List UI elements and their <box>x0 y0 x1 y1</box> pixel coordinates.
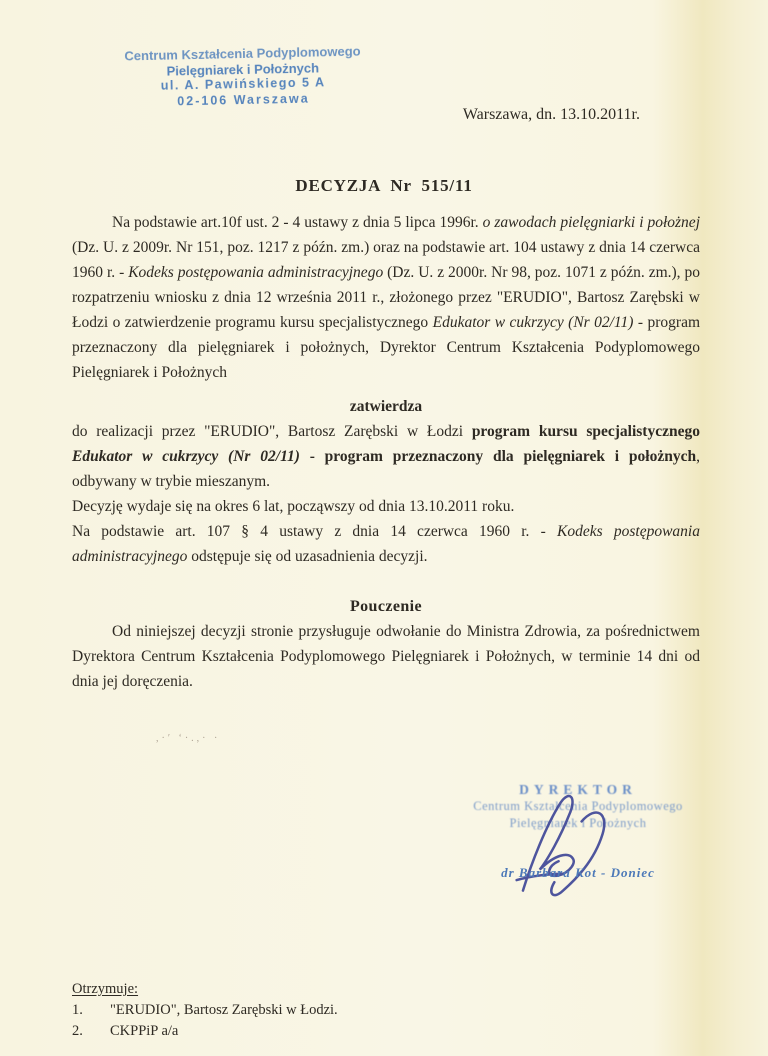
heading-zatwierdza: zatwierdza <box>349 398 423 415</box>
signature-org-line1: Centrum Kształcenia Podyplomowego <box>473 799 683 813</box>
date-line: Warszawa, dn. 13.10.2011r. <box>462 106 640 123</box>
recipient-number: 1. <box>72 1002 83 1018</box>
sender-stamp-org-line1: Centrum Kształcenia Podyplomowego <box>124 43 361 64</box>
sender-stamp-org-line2: Pielęgniarek i Położnych <box>166 59 320 79</box>
recipient-text: "ERUDIO", Bartosz Zarębski w Łodzi. <box>110 1002 338 1018</box>
paragraph-approval: do realizacji przez "ERUDIO", Bartosz Zarębski w Łodzi program kursu specjalistycznego Edukator w cukrzycy (Nr 02/11) - program przeznaczony dla pielęgniarek i położnych, odbywany w trybie mieszanym. <box>72 423 700 490</box>
paragraph-appeal: Od niniejszej decyzji stronie przysługuje odwołanie do Ministra Zdrowia, za pośrednictwem Dyrektora Centrum Kształcenia Podyplomowego Pielęgniarek i Położnych, w terminie 14 dni od dnia jej doręczenia. <box>72 623 700 690</box>
decision-body <box>72 210 700 694</box>
recipients-section <box>72 979 338 1042</box>
signature-block <box>428 782 728 881</box>
paragraph-legal-basis: Na podstawie art.10f ust. 2 - 4 ustawy z dnia 5 lipca 1996r. o zawodach pielęgniarki i położnej (Dz. U. z 2009r. Nr 151, poz. 1217 z późn. zm.) oraz na podstawie art. 104 ustawy z dnia 14 czerwca 1960 r. - Kodeks postępowania administracyjnego (Dz. U. z 2000r. Nr 98, poz. 1071 z późn. zm.), po rozpatrzeniu wniosku z dnia 12 września 2011 r., złożonego przez "ERUDIO", Bartosz Zarębski w Łodzi o zatwierdzenie programu kursu specjalistycznego Edukator w cukrzycy (Nr 02/11) - program przeznaczony dla pielęgniarek i położnych, Dyrektor Centrum Kształcenia Podyplomowego Pielęgniarek i Położnych <box>72 214 700 381</box>
heading-pouczenie: Pouczenie <box>349 598 423 615</box>
sender-stamp-street: ul. A. Pawińskiego 5 A <box>160 75 326 93</box>
pencil-marks: ,·ʹ ʻ·.,· · <box>156 733 221 744</box>
signature-org-line2: Pielęgniarek i Położnych <box>509 815 647 830</box>
signature-role: DYREKTOR <box>519 782 637 797</box>
sender-stamp-city: 02-106 Warszawa <box>177 91 310 108</box>
recipient-item <box>72 1000 338 1021</box>
decision-title: DECYZJA Nr 515/11 <box>295 176 473 195</box>
paragraph-justification-waiver: Na podstawie art. 107 § 4 ustawy z dnia 14 czerwca 1960 r. - Kodeks postępowania administracyjnego odstępuje się od uzasadnienia decyzji. <box>72 523 700 565</box>
recipient-number: 2. <box>72 1023 83 1039</box>
sender-stamp <box>115 43 370 110</box>
recipient-text: CKPPiP a/a <box>110 1023 179 1039</box>
paragraph-validity: Decyzję wydaje się na okres 6 lat, począwszy od dnia 13.10.2011 roku. <box>72 498 515 515</box>
recipient-item <box>72 1021 338 1042</box>
signature-name: dr Barbara Kot - Doniec <box>501 865 655 880</box>
recipients-label: Otrzymuje: <box>72 981 139 997</box>
